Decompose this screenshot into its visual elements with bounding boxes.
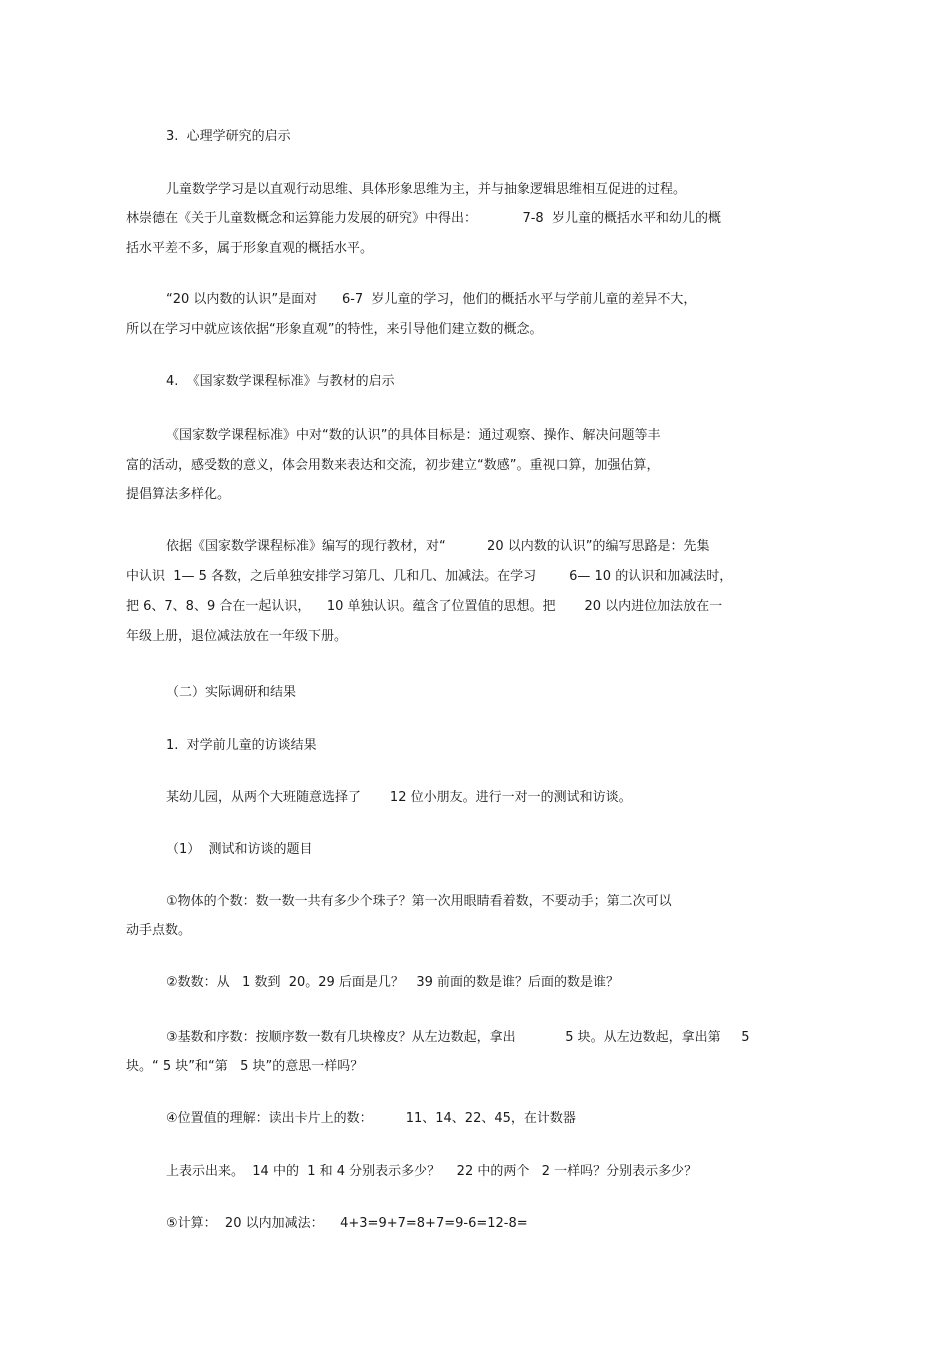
paragraph-4-line-3: 把 6、7、8、9 合在一起认识， 10 单独认识。蕴含了位置值的思想。把 20 以内进位加法放在一	[126, 599, 723, 614]
paragraph-4-line-1: 依据《国家数学课程标准》编写的现行教材，对“ 20 以内数的认识”的编写思路是：先集	[166, 539, 710, 554]
section-2-heading: （二）实际调研和结果	[166, 685, 297, 700]
paragraph-1-line-1: 儿童数学学习是以直观行动思维、具体形象思维为主，并与抽象逻辑思维相互促进的过程。	[166, 182, 687, 197]
question-3-line-2: 块。“ 5 块”和“第 5 块”的意思一样吗？	[126, 1059, 364, 1074]
subsection-1-1-heading: （1） 测试和访谈的题目	[166, 842, 313, 857]
question-2: ②数数：从 1 数到 20。29 后面是几？ 39 前面的数是谁？后面的数是谁？	[166, 975, 620, 990]
question-4-continued: 上表示出来。 14 中的 1 和 4 分别表示多少？ 22 中的两个 2 一样吗？分别表示多少？	[166, 1164, 698, 1179]
paragraph-2-line-2: 所以在学习中就应该依据“形象直观”的特性，来引导他们建立数的概念。	[126, 322, 543, 337]
question-4: ④位置值的理解：读出卡片上的数： 11、14、22、45，在计数器	[166, 1111, 576, 1126]
paragraph-4-line-2: 中认识 1— 5 各数，之后单独安排学习第几、几和几、加减法。在学习 6— 10 的认识和加减法时，	[126, 569, 733, 584]
paragraph-5: 某幼儿园，从两个大班随意选择了 12 位小朋友。进行一对一的测试和访谈。	[166, 790, 632, 805]
question-1-line-2: 动手点数。	[126, 923, 192, 938]
paragraph-3-line-2: 富的活动，感受数的意义，体会用数来表达和交流，初步建立“数感”。重视口算，加强估算，	[126, 458, 660, 473]
section-3-heading: 3. 心理学研究的启示	[166, 129, 291, 144]
paragraph-3-line-3: 提倡算法多样化。	[126, 487, 231, 502]
paragraph-4-line-4: 年级上册，退位减法放在一年级下册。	[126, 629, 348, 644]
subsection-1-heading: 1. 对学前儿童的访谈结果	[166, 738, 317, 753]
paragraph-3-line-1: 《国家数学课程标准》中对“数的认识”的具体目标是：通过观察、操作、解决问题等丰	[166, 428, 661, 443]
question-3-line-1: ③基数和序数：按顺序数一数有几块橡皮？从左边数起，拿出 5 块。从左边数起，拿出第 5	[166, 1030, 750, 1045]
question-5: ⑤计算： 20 以内加减法： 4+3=9+7=8+7=9-6=12-8=	[166, 1216, 528, 1231]
question-1-line-1: ①物体的个数：数一数一共有多少个珠子？第一次用眼睛看着数，不要动手；第二次可以	[166, 894, 672, 909]
paragraph-2-line-1: “20 以内数的认识”是面对 6-7 岁儿童的学习，他们的概括水平与学前儿童的差异不大，	[166, 292, 697, 307]
paragraph-1-line-2: 林崇德在《关于儿童数概念和运算能力发展的研究》中得出： 7-8 岁儿童的概括水平和幼儿的概	[126, 211, 721, 226]
paragraph-1-line-3: 括水平差不多，属于形象直观的概括水平。	[126, 241, 374, 256]
section-4-heading: 4. 《国家数学课程标准》与教材的启示	[166, 374, 395, 389]
